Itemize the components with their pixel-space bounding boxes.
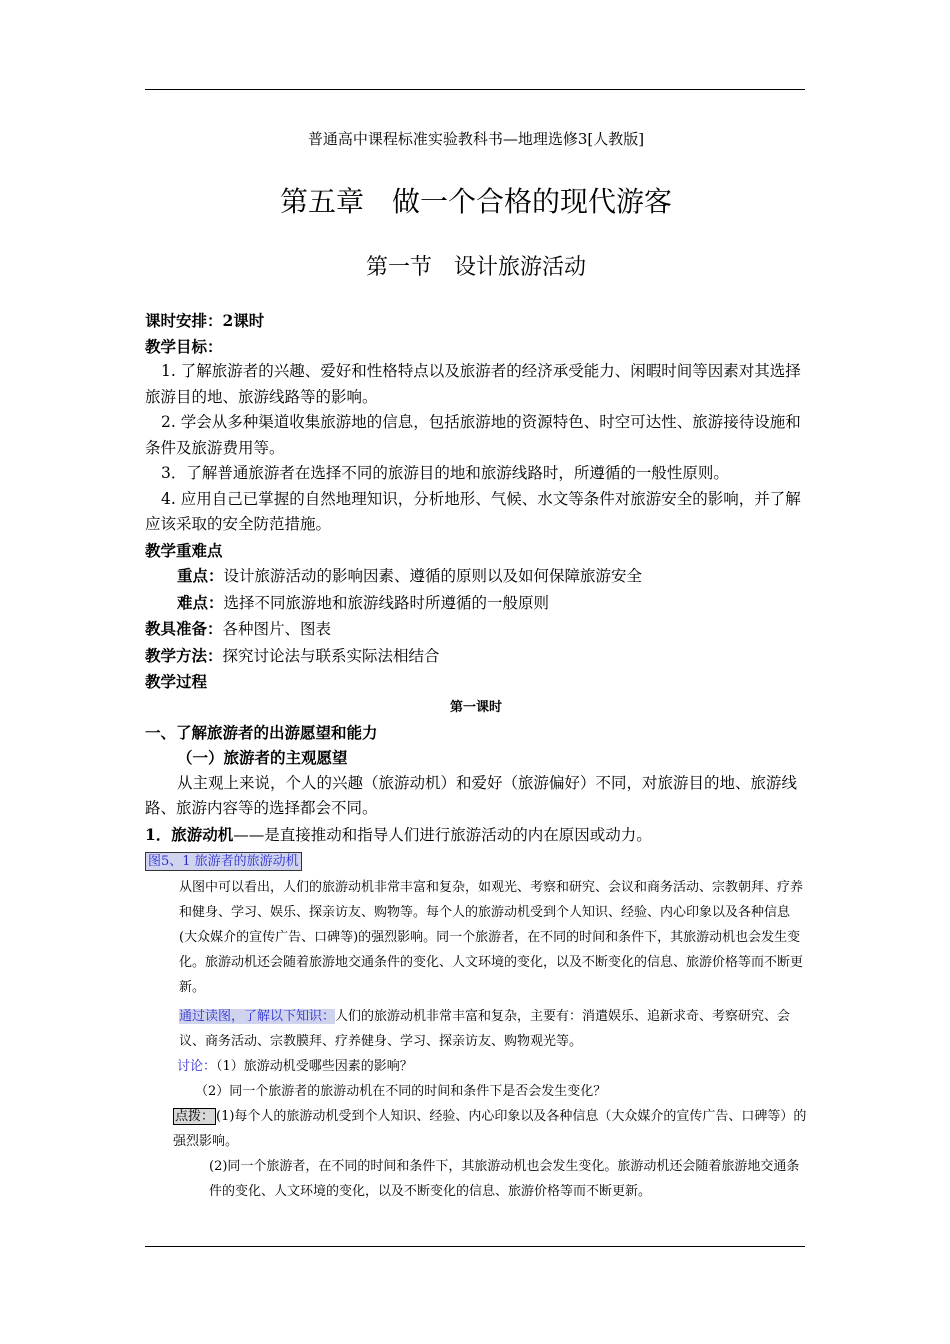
part1-title: 一、了解旅游者的出游愿望和能力 xyxy=(145,722,378,742)
discuss-question-1: （1）旅游动机受哪些因素的影响？ xyxy=(216,1059,413,1074)
difficulty-label: 难点： xyxy=(177,592,224,612)
tools-line xyxy=(145,616,807,643)
figure-description: 从图中可以看出，人们的旅游动机非常丰富和复杂，如观光、考察和研究、会议和商务活动、宗教朝拜、疗养和健身、学习、娱乐、探亲访友、购物等。每个人的旅游动机受到个人知识、经验、内心印象以及各种信息(大众媒介的宣传广告、口碑等)的强烈影响。同一个旅游者，在不同的时间和条件下，其旅游动机也会发生变化。旅游动机还会随着旅游地交通条件的变化、人文环境的变化，以及不断变化的信息、旅游价格等而不断更新。 xyxy=(179,880,804,995)
section-title: 第一节 设计旅游活动 xyxy=(365,255,586,280)
document-body xyxy=(145,308,807,1204)
reading-text: 人们的旅游动机非常丰富和复杂，主要有：消遣娱乐、追新求奇、考察研究、会议、商务活动、宗教膜拜、疗养健身、学习、探亲访友、购物观光等。 xyxy=(179,1009,791,1049)
method-label: 教学方法： xyxy=(145,645,223,665)
method-line xyxy=(145,643,807,670)
difficulty-line xyxy=(145,590,807,617)
goal-item: 4. 应用自己已掌握的自然地理知识，分析地形、气候、水文等条件对旅游安全的影响，并了解应该采取的安全防范措施。 xyxy=(145,489,801,533)
hint-answer-1: (1)每个人的旅游动机受到个人知识、经验、内心印象以及各种信息（大众媒介的宣传广告、口碑等）的强烈影响。 xyxy=(173,1109,807,1149)
method-text: 探究讨论法与联系实际法相结合 xyxy=(222,646,440,665)
tools-label: 教具准备： xyxy=(145,619,223,638)
class-hours: 课时安排：2课时 xyxy=(145,311,265,330)
hint-paragraph xyxy=(145,1104,807,1154)
focus-line xyxy=(145,563,807,590)
goal-item: 2. 学会从多种渠道收集旅游地的信息，包括旅游地的资源特色、时空可达性、旅游接待设施和条件及旅游费用等。 xyxy=(145,413,801,457)
item1-text: ——是直接推动和指导人们进行旅游活动的内在原因或动力。 xyxy=(233,825,652,844)
discuss-label: 讨论： xyxy=(177,1059,217,1074)
paragraph: 从主观上来说，个人的兴趣（旅游动机）和爱好（旅游偏好）不同，对旅游目的地、旅游线路、旅游内容等的选择都会不同。 xyxy=(145,773,798,817)
hint-answer-2: (2)同一个旅游者，在不同的时间和条件下，其旅游动机也会发生变化。旅游动机还会随着旅游地交通条件的变化、人文环境的变化，以及不断变化的信息、旅游价格等而不断更新。 xyxy=(209,1159,800,1199)
process-label: 教学过程 xyxy=(145,672,208,691)
figure-caption-link[interactable]: 图5、1 旅游者的旅游动机 xyxy=(145,852,302,871)
goals-label: 教学目标： xyxy=(145,336,223,356)
goal-item: 1. 了解旅游者的兴趣、爱好和性格特点以及旅游者的经济承受能力、闲暇时间等因素对其选择旅游目的地、旅游线路等的影响。 xyxy=(145,362,801,406)
top-rule xyxy=(145,89,805,90)
book-subtitle: 普通高中课程标准实验教科书—地理选修3[人教版] xyxy=(307,130,645,148)
difficulty-text: 选择不同旅游地和旅游线路时所遵循的一般原则 xyxy=(223,593,550,612)
hint-label: 点拨： xyxy=(175,1109,215,1124)
item1-line xyxy=(145,822,807,849)
reading-paragraph xyxy=(145,1004,807,1054)
bottom-rule xyxy=(145,1246,805,1247)
focus-label: 重点： xyxy=(177,566,224,585)
item1-label: 1．旅游动机 xyxy=(145,824,234,844)
tools-text: 各种图片、图表 xyxy=(222,620,332,638)
lesson-title: 第一课时 xyxy=(449,699,502,715)
focus-text: 设计旅游活动的影响因素、遵循的原则以及如何保障旅游安全 xyxy=(223,567,643,585)
part1-subtitle: （一）旅游者的主观愿望 xyxy=(177,748,348,767)
reading-label: 通过读图，了解以下知识： xyxy=(179,1009,336,1024)
keypoints-label: 教学重难点 xyxy=(145,540,223,560)
paragraph xyxy=(145,875,807,1000)
chapter-title: 第五章 做一个合格的现代游客 xyxy=(279,185,672,218)
goal-item: 3．了解普通旅游者在选择不同的旅游目的地和旅游线路时，所遵循的一般性原则。 xyxy=(161,464,729,482)
discuss-question-2: （2）同一个旅游者的旅游动机在不同的时间和条件下是否会发生变化？ xyxy=(195,1084,607,1099)
discuss-line xyxy=(145,1054,807,1079)
